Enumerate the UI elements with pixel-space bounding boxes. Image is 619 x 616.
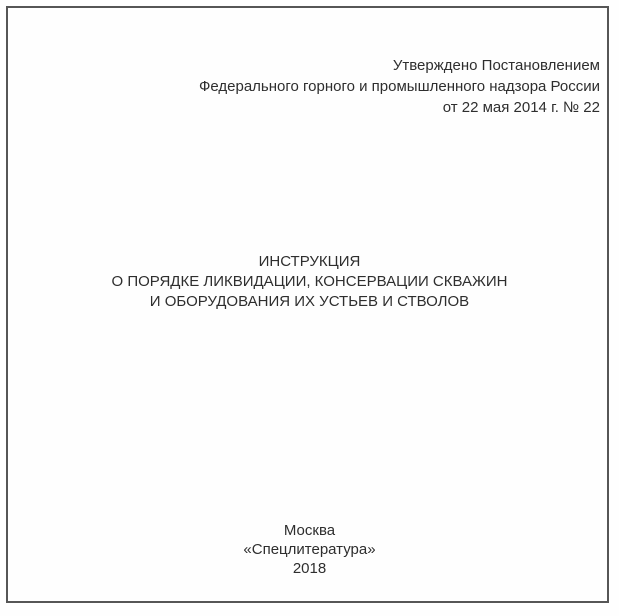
imprint-publisher: «Спецлитература» bbox=[243, 541, 376, 558]
approval-line: Федерального горного и промышленного надзора России bbox=[198, 78, 600, 95]
document-title bbox=[0, 252, 619, 312]
approval-line: Утверждено Постановлением bbox=[392, 57, 600, 74]
approval-block bbox=[199, 55, 600, 118]
imprint-block bbox=[0, 521, 619, 578]
imprint-year: 2018 bbox=[292, 560, 327, 577]
imprint-city: Москва bbox=[283, 522, 336, 539]
title-line: И ОБОРУДОВАНИЯ ИХ УСТЬЕВ И СТВОЛОВ bbox=[149, 293, 470, 310]
approval-line: от 22 мая 2014 г. № 22 bbox=[442, 99, 600, 116]
title-line: ИНСТРУКЦИЯ bbox=[258, 253, 361, 270]
title-line: О ПОРЯДКЕ ЛИКВИДАЦИИ, КОНСЕРВАЦИИ СКВАЖИН bbox=[111, 273, 508, 290]
